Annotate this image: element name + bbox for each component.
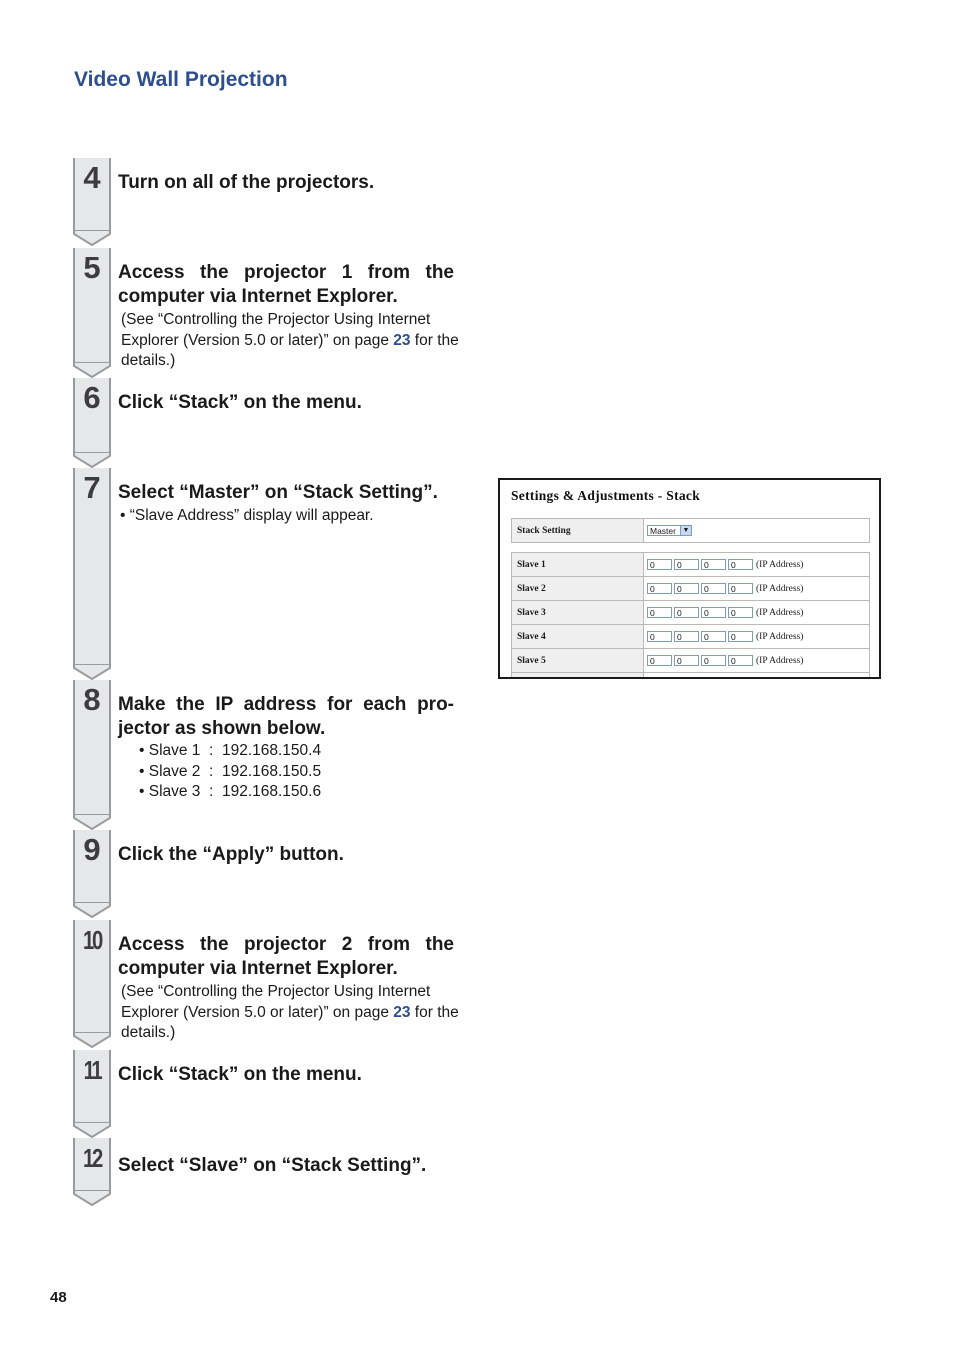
- ip-octet-input[interactable]: 0: [674, 583, 699, 594]
- ip-address-label: (IP Address): [756, 631, 804, 642]
- step-number: 12: [83, 1143, 101, 1173]
- list-item: • Slave 1 : 192.168.150.4: [139, 742, 322, 759]
- step-number: 9: [83, 832, 101, 867]
- table-row: [512, 519, 870, 543]
- slave-label: Slave 1: [512, 553, 644, 577]
- chevron-down-icon: ▼: [680, 526, 691, 535]
- step-number: 6: [83, 380, 101, 415]
- ip-octet-input[interactable]: 0: [674, 655, 699, 666]
- table-row: [512, 625, 870, 649]
- tab-arrow-icon: [73, 664, 111, 680]
- step-number: 10: [83, 925, 101, 955]
- ip-octet-input[interactable]: 0: [674, 607, 699, 618]
- step-heading: Make the IP address for each pro- jector as shown below.: [118, 694, 454, 739]
- ip-octet-input[interactable]: 0: [728, 655, 753, 666]
- list-item: • Slave 2 : 192.168.150.5: [139, 762, 322, 780]
- ip-octet-input[interactable]: 0: [701, 655, 726, 666]
- step-number: 11: [83, 1055, 101, 1085]
- slave-address-table: [511, 552, 870, 679]
- ip-octet-input[interactable]: 0: [647, 607, 672, 618]
- step-number: 4: [83, 160, 101, 195]
- ip-octet-input[interactable]: 0: [647, 583, 672, 594]
- slave-label: Slave 3: [512, 601, 644, 625]
- panel-title: Settings & Adjustments - Stack: [511, 488, 701, 503]
- list-item: • Slave 3 : 192.168.150.6: [139, 783, 322, 800]
- ip-octet-input[interactable]: 0: [647, 631, 672, 642]
- tab-arrow-icon: [73, 452, 111, 468]
- slave-ip-cell: [644, 577, 870, 601]
- table-row: [512, 601, 870, 625]
- page-link[interactable]: 23: [393, 1003, 411, 1021]
- page-link[interactable]: 23: [393, 331, 411, 349]
- tab-arrow-icon: [73, 814, 111, 830]
- table-row: [512, 649, 870, 673]
- ip-octet-input[interactable]: 0: [701, 559, 726, 570]
- slave-ip-cell: [644, 625, 870, 649]
- stack-settings-screenshot: [498, 478, 881, 679]
- ip-octet-input[interactable]: 0: [647, 655, 672, 666]
- table-cell: [644, 673, 870, 680]
- ip-octet-input[interactable]: 0: [728, 607, 753, 618]
- ip-address-label: (IP Address): [756, 583, 804, 594]
- stack-setting-label: Stack Setting: [512, 519, 644, 543]
- step-heading: Turn on all of the projectors.: [118, 172, 375, 193]
- tab-arrow-icon: [73, 362, 111, 378]
- step-tab-10: [73, 920, 111, 1032]
- step-tab-11: [73, 1050, 111, 1122]
- table-row: [512, 673, 870, 680]
- ip-address-label: (IP Address): [756, 655, 804, 666]
- step-heading: Click the “Apply” button.: [118, 844, 344, 865]
- ip-octet-input[interactable]: 0: [728, 631, 753, 642]
- step-note: (See “Controlling the Projector Using Internet Explorer (Version 5.0 or later)” on page 23 for the details.): [121, 311, 459, 369]
- ip-octet-input[interactable]: 0: [728, 559, 753, 570]
- ip-octet-input[interactable]: 0: [701, 631, 726, 642]
- step-heading: Click “Stack” on the menu.: [118, 1064, 362, 1085]
- tab-arrow-icon: [73, 902, 111, 918]
- slave-ip-list: [139, 741, 321, 803]
- step-heading: Click “Stack” on the menu.: [118, 392, 362, 413]
- step-heading: Select “Master” on “Stack Setting”.: [118, 482, 438, 503]
- section-title: Video Wall Projection: [74, 68, 288, 91]
- step-number: 7: [83, 470, 101, 505]
- slave-ip-cell: [644, 553, 870, 577]
- step-note: • “Slave Address” display will appear.: [120, 507, 374, 524]
- slave-label: Slave 5: [512, 649, 644, 673]
- ip-octet-input[interactable]: 0: [674, 631, 699, 642]
- slave-ip-cell: [644, 649, 870, 673]
- step-number: 8: [83, 682, 101, 717]
- slave-label: Slave 4: [512, 625, 644, 649]
- slave-ip-cell: [644, 601, 870, 625]
- ip-octet-input[interactable]: 0: [647, 559, 672, 570]
- step-heading: Access the projector 1 from the computer via Internet Explorer.: [118, 262, 454, 307]
- table-row: [512, 553, 870, 577]
- table-cell: [512, 673, 644, 680]
- tab-arrow-icon: [73, 1032, 111, 1048]
- step-tab-12: [73, 1138, 111, 1190]
- tab-arrow-icon: [73, 230, 111, 246]
- step-heading: Access the projector 2 from the computer via Internet Explorer.: [118, 934, 454, 979]
- ip-octet-input[interactable]: 0: [701, 607, 726, 618]
- table-row: [512, 577, 870, 601]
- step-heading: Select “Slave” on “Stack Setting”.: [118, 1155, 427, 1176]
- step-tab-8: [73, 680, 111, 814]
- step-tab-6: [73, 378, 111, 452]
- ip-address-label: (IP Address): [756, 559, 804, 570]
- ip-octet-input[interactable]: 0: [701, 583, 726, 594]
- page-number: 48: [50, 1289, 67, 1306]
- stack-setting-cell: [644, 519, 870, 543]
- step-tab-4: [73, 158, 111, 230]
- ip-octet-input[interactable]: 0: [674, 559, 699, 570]
- slave-label: Slave 2: [512, 577, 644, 601]
- tab-arrow-icon: [73, 1122, 111, 1138]
- step-tab-7: [73, 468, 111, 664]
- ip-address-label: (IP Address): [756, 607, 804, 618]
- step-tab-9: [73, 830, 111, 902]
- stack-setting-select[interactable]: Master ▼: [647, 525, 692, 536]
- step-note: (See “Controlling the Projector Using Internet Explorer (Version 5.0 or later)” on page 23 for the details.): [121, 983, 459, 1041]
- tab-arrow-icon: [73, 1190, 111, 1206]
- step-number: 5: [83, 250, 101, 285]
- ip-octet-input[interactable]: 0: [728, 583, 753, 594]
- stack-setting-table: [511, 518, 870, 543]
- step-tab-5: [73, 248, 111, 362]
